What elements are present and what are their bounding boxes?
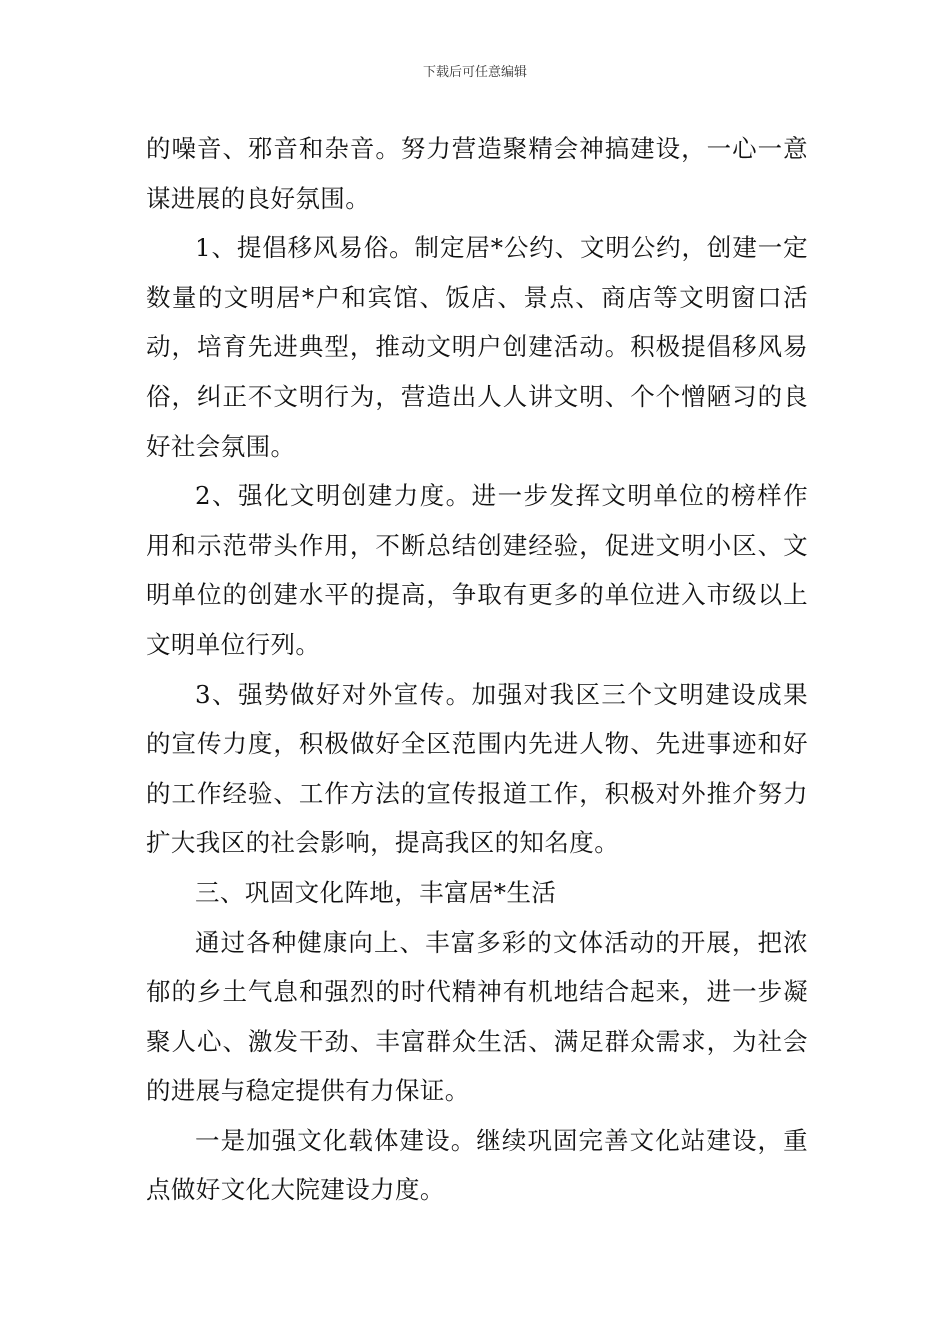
page-header: 下载后可任意编辑	[422, 65, 527, 80]
section-heading-3: 三、巩固文化阵地，丰富居*生活	[195, 877, 557, 907]
paragraph-point-1: 一是加强文化载体建设。继续巩固完善文化站建设，重点做好文化大院建设力度。	[146, 1125, 808, 1205]
paragraph-item-1: 1、提倡移风易俗。制定居*公约、文明公约，创建一定数量的文明居*户和宾馆、饭店、景点、商店等文明窗口活动，培育先进典型，推动文明户创建活动。积极提倡移风易俗，纠正不文明行为，营造出人人讲文明、个个憎陋习的良好社会氛围。	[146, 233, 808, 461]
paragraph-continuation: 的噪音、邪音和杂音。努力营造聚精会神搞建设，一心一意谋进展的良好氛围。	[146, 134, 808, 213]
document-body	[146, 124, 808, 1215]
paragraph-section-intro: 通过各种健康向上、丰富多彩的文体活动的开展，把浓郁的乡土气息和强烈的时代精神有机地结合起来，进一步凝聚人心、激发干劲、丰富群众生活、满足群众需求，为社会的进展与稳定提供有力保证。	[146, 927, 808, 1106]
paragraph-item-3: 3、强势做好对外宣传。加强对我区三个文明建设成果的宣传力度，积极做好全区范围内先进人物、先进事迹和好的工作经验、工作方法的宣传报道工作，积极对外推介努力扩大我区的社会影响，提高我区的知名度。	[146, 679, 808, 858]
paragraph-item-2: 2、强化文明创建力度。进一步发挥文明单位的榜样作用和示范带头作用，不断总结创建经验，促进文明小区、文明单位的创建水平的提高，争取有更多的单位进入市级以上文明单位行列。	[146, 481, 808, 659]
